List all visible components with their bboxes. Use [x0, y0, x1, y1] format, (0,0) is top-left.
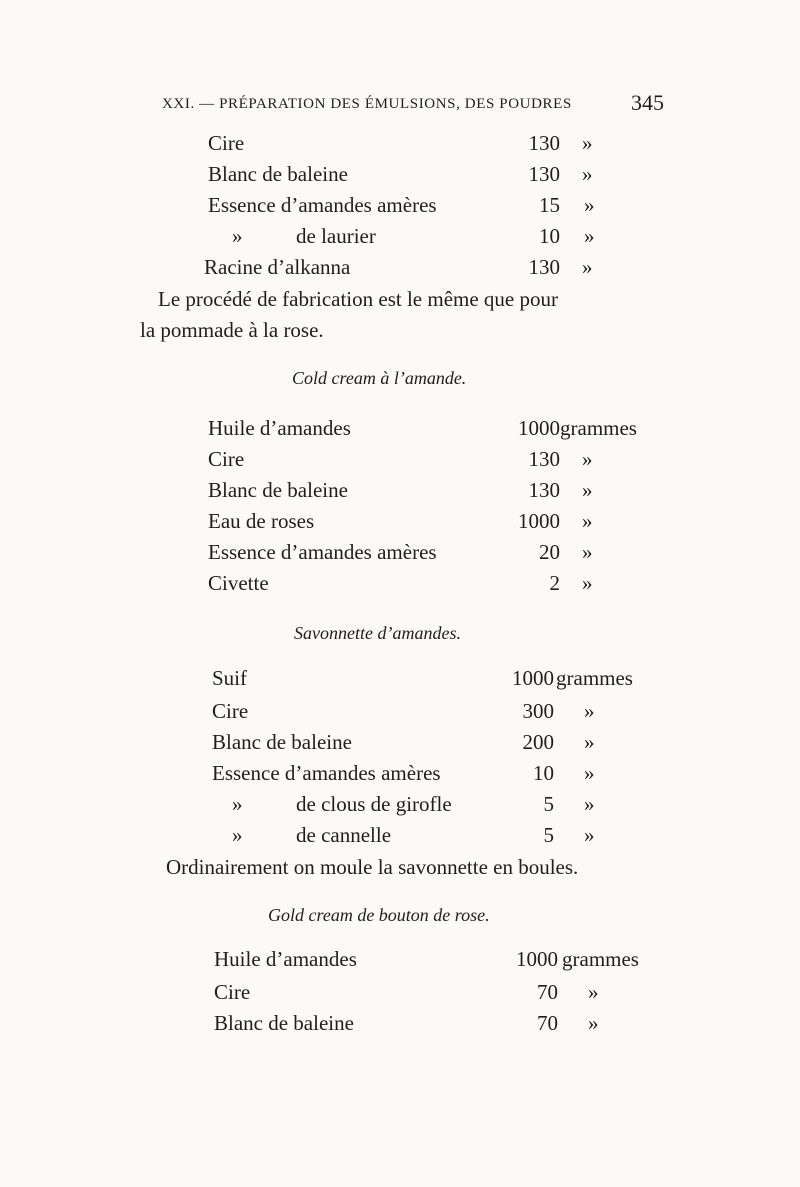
ingredient-row	[208, 159, 608, 189]
ingredient-name: Blanc de baleine	[208, 478, 348, 502]
ingredient-row	[212, 820, 612, 850]
paragraph-line: Ordinairement on moule la savonnette en boules.	[166, 855, 579, 879]
ingredient-row	[208, 506, 608, 536]
ingredient-quantity: 200	[522, 730, 554, 754]
ingredient-row	[204, 252, 608, 282]
recipe-heading: Savonnette d’amandes.	[294, 623, 461, 643]
ditto-mark: »	[582, 478, 593, 502]
ditto-mark: »	[582, 255, 593, 279]
ingredient-row	[212, 758, 612, 788]
ingredient-quantity: 70	[537, 1011, 558, 1035]
ingredient-quantity: 130	[528, 478, 560, 502]
ditto-mark: »	[582, 447, 593, 471]
ingredient-unit: grammes	[556, 666, 633, 690]
running-title: XXI. — PRÉPARATION DES ÉMULSIONS, DES POUDRES	[162, 96, 572, 112]
ingredient-quantity: 130	[528, 131, 560, 155]
ingredient-row	[214, 977, 614, 1007]
ditto-mark: »	[584, 823, 595, 847]
page-number: 345	[631, 90, 664, 115]
recipe-heading: Cold cream à l’amande.	[292, 368, 467, 388]
ingredient-quantity: 70	[537, 980, 558, 1004]
ingredient-quantity: 130	[528, 447, 560, 471]
ingredient-row	[214, 944, 674, 974]
paragraph-line: la pommade à la rose.	[140, 318, 324, 342]
recipe-heading: Gold cream de bouton de rose.	[268, 905, 490, 925]
ditto-mark: »	[584, 792, 595, 816]
ingredient-quantity: 5	[543, 823, 554, 847]
ditto-mark: »	[582, 162, 593, 186]
ditto-mark: »	[584, 193, 595, 217]
ingredient-name: Cire	[214, 980, 251, 1004]
ditto-mark: »	[584, 224, 595, 248]
ditto-mark: »	[232, 823, 243, 847]
ingredient-row	[212, 663, 672, 693]
ingredient-row	[208, 190, 608, 220]
ditto-mark: »	[582, 540, 593, 564]
ditto-mark: »	[584, 730, 595, 754]
ingredient-quantity: 1000	[518, 416, 560, 440]
ditto-mark: »	[232, 792, 243, 816]
ingredient-name: de clous de girofle	[296, 792, 452, 816]
ingredient-name: Eau de roses	[208, 509, 315, 533]
ingredient-row	[212, 789, 612, 819]
ingredient-quantity: 10	[533, 761, 554, 785]
paragraph-line: Le procédé de fabrication est le même que pour	[158, 287, 558, 311]
ingredient-quantity: 20	[539, 540, 560, 564]
ingredient-quantity: 300	[522, 699, 554, 723]
ingredient-name: Essence d’amandes amères	[212, 761, 441, 785]
ditto-mark: »	[588, 980, 599, 1004]
ingredient-name: Civette	[208, 571, 269, 595]
ingredient-name: Cire	[208, 447, 245, 471]
ingredient-name: Huile d’amandes	[214, 947, 357, 971]
ingredient-name: Blanc de baleine	[208, 162, 348, 186]
ingredient-quantity: 15	[539, 193, 560, 217]
ingredient-unit: grammes	[562, 947, 639, 971]
ingredient-name: Essence d’amandes amères	[208, 540, 437, 564]
ingredient-name: Racine d’alkanna	[204, 255, 351, 279]
ingredient-row	[208, 128, 608, 158]
ingredient-name: Blanc de baleine	[214, 1011, 354, 1035]
ingredient-quantity: 1000	[518, 509, 560, 533]
ditto-mark: »	[582, 571, 593, 595]
ingredient-row	[208, 221, 608, 251]
ditto-mark: »	[588, 1011, 599, 1035]
ingredient-row	[208, 568, 608, 598]
ingredient-row	[214, 1008, 614, 1038]
ditto-mark: »	[582, 131, 593, 155]
ingredient-name: Blanc de baleine	[212, 730, 352, 754]
ingredient-name: Huile d’amandes	[208, 416, 351, 440]
ingredient-row	[212, 727, 612, 757]
ingredient-name: Cire	[208, 131, 245, 155]
ingredient-quantity: 130	[528, 162, 560, 186]
ingredient-name: de laurier	[296, 224, 376, 248]
ingredient-name: de cannelle	[296, 823, 392, 847]
ingredient-name: Essence d’amandes amères	[208, 193, 437, 217]
ditto-mark: »	[584, 761, 595, 785]
ditto-mark: »	[582, 509, 593, 533]
ditto-mark: »	[232, 224, 243, 248]
ingredient-name: Suif	[212, 666, 248, 690]
ingredient-name: Cire	[212, 699, 249, 723]
ingredient-quantity: 2	[549, 571, 560, 595]
ingredient-quantity: 5	[543, 792, 554, 816]
ingredient-quantity: 10	[539, 224, 560, 248]
ingredient-row	[208, 537, 608, 567]
page-header	[152, 90, 664, 120]
ingredient-quantity: 1000	[516, 947, 558, 971]
ingredient-unit: grammes	[560, 416, 637, 440]
ditto-mark: »	[584, 699, 595, 723]
ingredient-row	[208, 444, 608, 474]
ingredient-row	[208, 475, 608, 505]
ingredient-row	[212, 696, 612, 726]
ingredient-quantity: 1000	[512, 666, 554, 690]
ingredient-row	[208, 413, 668, 443]
ingredient-quantity: 130	[528, 255, 560, 279]
